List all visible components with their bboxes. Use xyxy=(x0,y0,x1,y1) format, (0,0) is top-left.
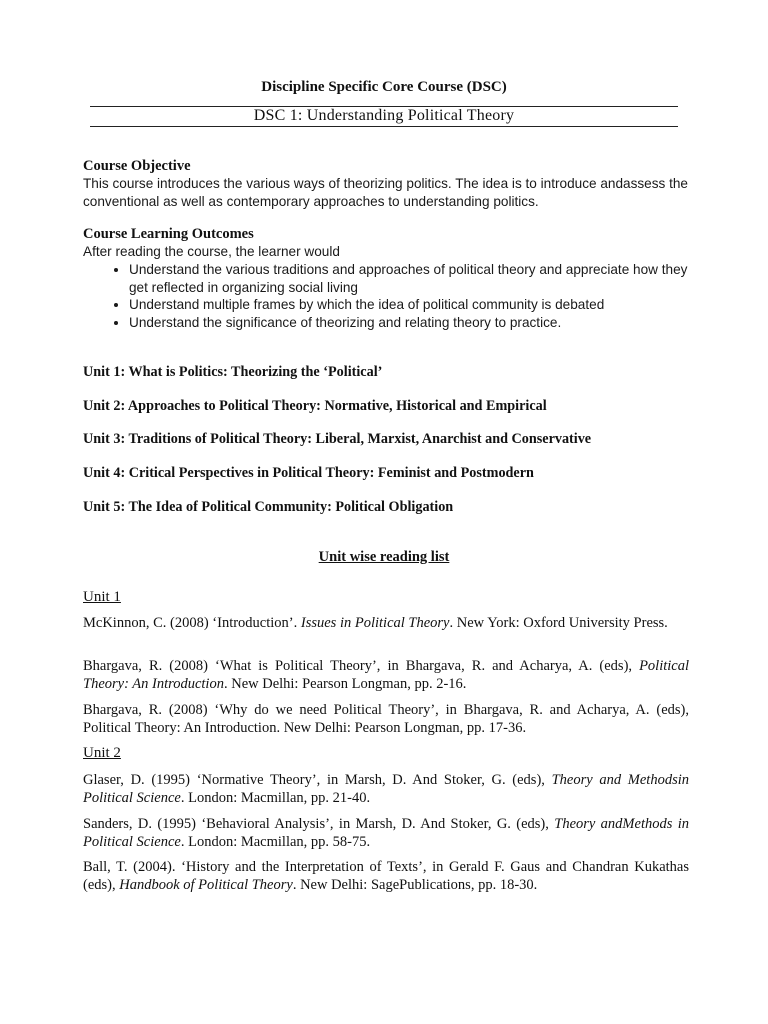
list-item: • Understand the significance of theorizing and relating theory to practice. xyxy=(129,314,693,332)
learning-outcomes-section xyxy=(83,225,693,331)
unit-3-title: Unit 3: Traditions of Political Theory: Liberal, Marxist, Anarchist and Conservative xyxy=(83,431,592,447)
reference-item xyxy=(83,771,689,807)
learning-outcomes-heading: Course Learning Outcomes xyxy=(83,226,254,242)
reading-list-title: Unit wise reading list xyxy=(318,549,450,565)
list-item: • Understand the various traditions and approaches of political theory and appreciate how they get reflected in organizing social living xyxy=(129,261,693,296)
unit-4-title: Unit 4: Critical Perspectives in Political Theory: Feminist and Postmodern xyxy=(83,465,534,481)
reference-item xyxy=(83,614,689,632)
unit-2-title: Unit 2: Approaches to Political Theory: Normative, Historical and Empirical xyxy=(83,398,547,414)
ref-text: . New Delhi: SagePublications, pp. 18-30. xyxy=(292,877,538,893)
ref-text: McKinnon, C. (2008) ‘Introduction’. xyxy=(83,615,301,631)
ref-text: . London: Macmillan, pp. 58-75. xyxy=(180,834,371,850)
reference-item xyxy=(83,858,689,894)
course-type-heading: Discipline Specific Core Course (DSC) xyxy=(261,79,507,95)
reading-unit-2-heading: Unit 2 xyxy=(83,745,121,761)
course-objective-text: This course introduces the various ways of theorizing politics. The idea is to introduce andassess the conventional as well as contemporary approaches to understanding politics. xyxy=(83,176,688,209)
reference-item xyxy=(83,657,689,693)
learning-outcomes-intro: After reading the course, the learner would xyxy=(83,244,340,259)
course-objective-heading: Course Objective xyxy=(83,158,191,174)
ref-text: Ball, T. (2004). ‘History and the Interpretation of Texts’, in Gerald F. Gaus and Chandran Kukathas (eds), xyxy=(83,859,689,893)
ref-text: . New Delhi: Pearson Longman, pp. 2-16. xyxy=(223,676,467,692)
reference-item xyxy=(83,701,689,737)
ref-text: Bhargava, R. (2008) ‘What is Political Theory’, in Bhargava, R. and Acharya, A. (eds), xyxy=(83,658,640,674)
ref-title: Political Theory: An Introduction xyxy=(83,658,689,692)
ref-title: Theory andMethods in Political Science xyxy=(83,816,690,850)
ref-title: Issues in Political Theory xyxy=(300,615,450,631)
learning-outcomes-list xyxy=(83,261,693,331)
list-item: • Understand multiple frames by which the idea of political community is debated xyxy=(129,296,693,314)
course-objective-section xyxy=(83,157,693,211)
unit-5-title: Unit 5: The Idea of Political Community: Political Obligation xyxy=(83,499,454,515)
reference-item xyxy=(83,815,689,851)
unit-1-title: Unit 1: What is Politics: Theorizing the ‘Political’ xyxy=(83,364,383,380)
ref-title: Theory and Methodsin Political Science xyxy=(83,772,690,806)
ref-text: . London: Macmillan, pp. 21-40. xyxy=(180,790,371,806)
ref-text: . New York: Oxford University Press. xyxy=(449,615,668,631)
ref-title: Handbook of Political Theory xyxy=(119,877,293,893)
ref-text: Glaser, D. (1995) ‘Normative Theory’, in Marsh, D. And Stoker, G. (eds), xyxy=(83,772,552,788)
ref-text: Sanders, D. (1995) ‘Behavioral Analysis’, in Marsh, D. And Stoker, G. (eds), xyxy=(83,816,555,832)
ref-text: Bhargava, R. (2008) ‘Why do we need Political Theory’, in Bhargava, R. and Acharya, A. (eds), Political Theory: An Introduction. New Delhi: Pearson Longman, pp. 17-36. xyxy=(83,702,689,736)
course-title: DSC 1: Understanding Political Theory xyxy=(253,107,515,124)
reading-unit-1-heading: Unit 1 xyxy=(83,589,121,605)
title-rule-bottom xyxy=(90,126,678,127)
